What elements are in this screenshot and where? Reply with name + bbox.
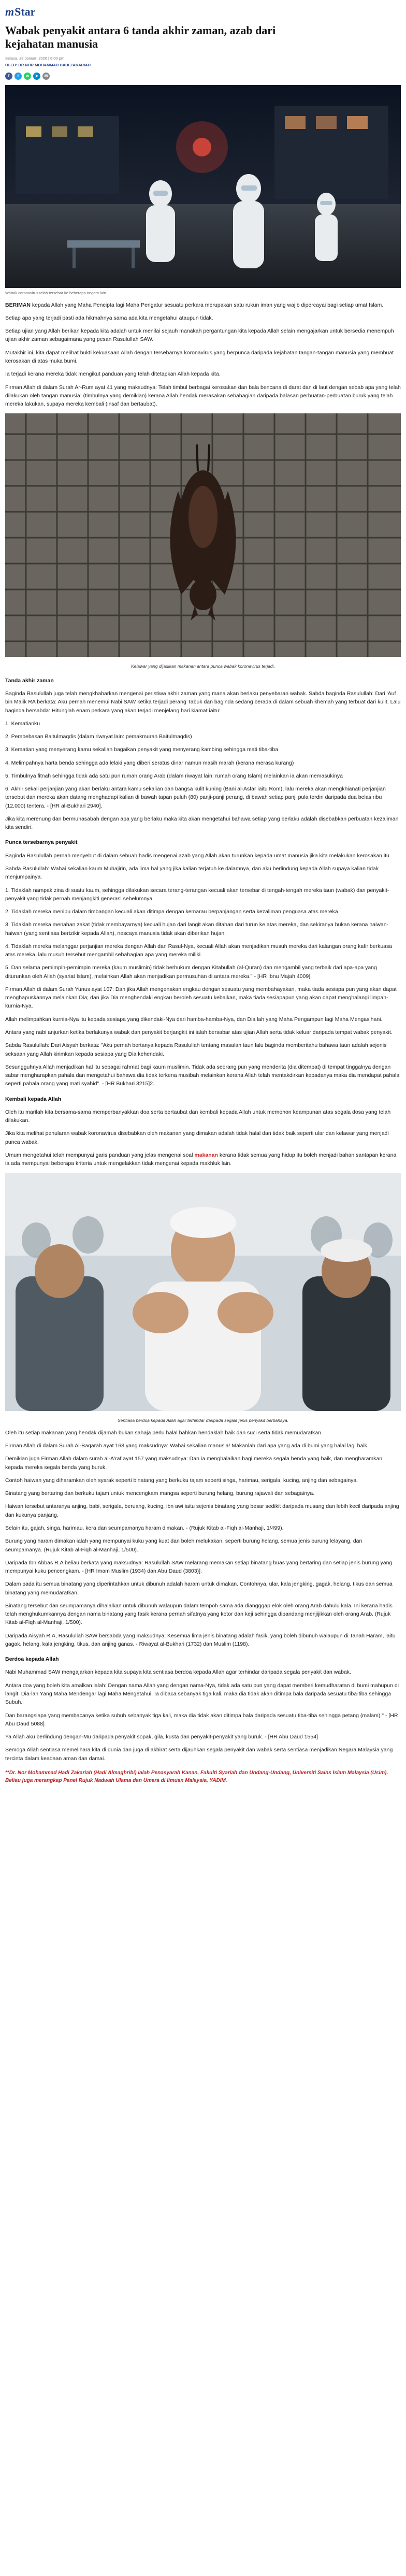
section-paragraph: Dan barangsiapa yang membacanya ketika subuh sebanyak tiga kali, maka dia tidak akan ditimpa bala daripada sesuatu tiba-tiba sehingga petang (malam)." - [HR Abu Daud 5088]: [5, 1712, 398, 1727]
section-paragraph: Demikian juga Firman Allah dalam surah al-A'raf ayat 157 yang maksudnya: Dan ia menghalalkan bagi mereka segala benda yang baik, dan mengharamkan kepada mereka segala benda yang buruk.: [5, 1456, 383, 1471]
figure-prayer: [5, 1173, 401, 1423]
section-paragraph: Haiwan tersebut antaranya anjing, babi, serigala, beruang, kucing, ibn awi iaitu sejenis binatang yang besar sedikit daripada musang dan lebih kecil daripada anjing dan kukunya panjang.: [5, 1503, 399, 1518]
section-heading: Kembali kepada Allah: [5, 1096, 62, 1102]
intro-paragraph: [5, 301, 401, 309]
bat-photo-illustration: [5, 413, 401, 657]
section-paragraph: Firman Allah di dalam Surah Al-Baqarah ayat 168 yang maksudnya: Wahai sekalian manusia! Makanlah dari apa yang ada di bumi yang halal lagi baik.: [5, 1443, 369, 1449]
highlighted-link[interactable]: makanan: [194, 1152, 218, 1158]
section-paragraph: Sabda Rasulullah: Wahai sekalian kaum Muhajirin, ada lima hal yang jika kalian terjatuh ke dalamnya, dan aku berlindung kepada Allah supaya kalian tidak menjumpainya.: [5, 866, 379, 881]
section-paragraph: Antara yang nabi anjurkan ketika berlakunya wabak dan penyakit berjangkit ini ialah bersabar atas ujian Allah serta tidak keluar daripada tempat wabak penyakit.: [5, 1029, 393, 1035]
list-item: 6. Akhir sekali perjanjian yang akan berlaku antara kamu sekalian dan bangsa kulit kuning (Bani al-Asfar iaitu Rom), lalu mereka akan mengkhianati perjanjian tersebut dan mereka akan datang menghadapi kalian di bawah tapan puluh (80) panji-panji perang, di bawah setiap panji pula terdiri daripada dua belas ribu (12,000) tentera. - [HR al-Bukhari 2940].: [5, 786, 386, 809]
list-item: 2. Tidaklah mereka menipu dalam timbangan kecuali akan ditimpa dengan kemarau berpanjangan serta kezaliman penguasa atas mereka.: [5, 909, 340, 915]
section-paragraph: Jika kita merenung dan bermuhasabah dengan apa yang berlaku maka kita akan mengetahui bahawa setiap yang berlaku adalah disebabkan perbuatan kezaliman kita sendiri.: [5, 815, 399, 831]
email-share-icon[interactable]: ✉: [42, 73, 50, 80]
list-item: 3. Tidaklah mereka menahan zakat (tidak membayarnya) kecuali hujan dari langit akan ditahan dari turun ke atas mereka, dan sekiranya bukan kerana haiwan-haiwan (yang sentiasa bertzikir kepada Allah), nescaya manusia tidak akan diberikan hujan.: [5, 922, 389, 937]
section-paragraph: Binatang yang bertaring dan berkuku tajam untuk mencengkam mangsa seperti burung helang, burung rajawali dan sebagainya.: [5, 1490, 315, 1497]
figure-bat-caption: Kelawar yang dijadikan makanan antara punca wabak koronavirus terjadi.: [131, 663, 275, 669]
section-paragraph: Firman Allah di dalam Surah Yunus ayat 107: Dan jika Allah mengenakan engkau dengan sesuatu yang membahayakan, maka tiada sesiapa pun yang akan dapat menghapuskannya melainkan Dia; dan jika Dia menghendaki engkau beroleh sesuatu kebaikan, maka tiada sesiapapun yang akan dapat menghalangi limpah-kurnia-Nya.: [5, 986, 397, 1010]
section-paragraph: Dalam pada itu semua binatang yang diperintahkan untuk dibunuh adalah haram untuk dimakan. Contohnya, ular, kala jengking, gagak, helang, tikus dan semua binatang yang memudaratkan.: [5, 1581, 393, 1596]
facebook-share-icon[interactable]: f: [5, 73, 12, 80]
section-paragraph: Semoga Allah sentiasa memelihara kita di dunia dan juga di akhirat serta dijauhkan segala penyakit dan wabak serta sentiasa menjadikan Negara Malaysia yang tercinta dalam keadaan aman dan damai.: [5, 1747, 393, 1762]
intro-paragraph: Mutakhir ini, kita dapat melihat bukti kekuasaan Allah dengan tersebarnya koronavirus yang berpunca daripada kejahatan tangan-tangan manusia yang membuat kerosakan di atas muka bumi.: [5, 349, 394, 364]
list-item: 3. Kematian yang menyerang kamu sekalian bagaikan penyakit yang menyerang kambing sehingga mati tiba-tiba: [5, 746, 279, 753]
section-paragraph: Baginda Rasulullah juga telah mengkhabarkan mengenai peristiwa akhir zaman yang mana akan berlaku penyebaran wabak. Sabda baginda Rasulullah: Dari 'Auf bin Malik RA berkata: Aku pernah menemui Nabi SAW ketika terjadi perang Tabuk dan baginda sedang berada di dalam sebuah khemah yang terbuat dari kulit. Lalu baginda bersabda: Hitunglah enam perkara yang akan terjadi menjelang hari kiamat iaitu:: [5, 690, 401, 714]
list-item: 4. Tidaklah mereka melanggar perjanjian mereka dengan Allah dan Rasul-Nya, kecuali Allah akan menjadikan musuh mereka dari kalangan orang kafir berkuasa atas mereka, lalu musuh tersebut mengambil sebahagian apa yang mereka miliki.: [5, 943, 393, 958]
section-paragraph: Nabi Muhammad SAW mengajarkan kepada kita supaya kita sentiasa berdoa kepada Allah agar terhindar daripada segala penyakit dan wabak.: [5, 1669, 351, 1676]
section-paragraph: Antara doa yang boleh kita amalkan ialah: Dengan nama Allah yang dengan nama-Nya, tidak ada satu pun yang dapat memberi kemudharatan di bumi mahupun di langit. Dia-lah Yang Maha Mendengar lagi Maha Mengetahui. Ia dibaca sebanyak tiga kali, maka dia tidak akan ditimpa bala daripada sesuatu tiba-tiba sehingga Subuh.: [5, 1682, 399, 1706]
list-item: 2. Pembebasan Baitulmaqdis (dalam riwayat lain: pemakmuran Baitulmaqdis): [5, 733, 192, 740]
section-paragraph: Allah melimpahkan kurnia-Nya itu kepada sesiapa yang dikendaki-Nya dari hamba-hamba-Nya, dan Dia lah yang Maha Pengampun lagi Maha Mengasihani.: [5, 1016, 383, 1023]
publish-date: Selasa, 28 Januari 2020 | 6:00 pm: [5, 55, 65, 61]
author-note: **Dr. Nor Mohammad Hadi Zakariah (Hadi Almaghribi) ialah Penasyarah Kanan, Fakulti Syariah dan Undang-Undang, Universiti Sains Islam Malaysia (Usim). Beliau juga merangkap Panel Rujuk Nadwah Ulama dan Umara di Iimuan Malaysia, YADIM.: [5, 1769, 388, 1784]
section-paragraph: Baginda Rasulullah pernah menyebut di dalam sebuah hadis mengenai azab yang Allah akan turunkan kepada umat manusia jika kita melakukan kerosakan itu.: [5, 852, 391, 859]
list-item: 5. Timbulnya fitnah sehingga tidak ada satu pun rumah orang Arab (dalam riwayat lain: rumah orang Islam) melainkan ia akan memasukinya: [5, 772, 343, 779]
section-heading: Berdoa kepada Allah: [5, 1656, 59, 1663]
intro-paragraph: Ia terjadi kerana mereka tidak mengikut panduan yang telah ditetapkan Allah kepada kita.: [5, 371, 221, 378]
drop-lead: BERIMAN: [5, 301, 31, 308]
prayer-photo-illustration: [5, 1173, 401, 1411]
intro-paragraph: Setiap apa yang terjadi pasti ada hikmahnya sama ada kita mengetahui ataupun tidak.: [5, 314, 213, 321]
telegram-share-icon[interactable]: ➤: [33, 73, 40, 80]
whatsapp-share-icon[interactable]: w: [24, 73, 31, 80]
list-item: 4. Melimpahnya harta benda sehingga ada lelaki yang diberi seratus dinar namun masih marah (kerana merasa kurang): [5, 759, 294, 766]
mstar-logo[interactable]: [5, 4, 401, 20]
hero-caption: Wabak coronavirus telah tersebar ke beberapa negara lain.: [5, 291, 107, 296]
section-paragraph: Oleh itu marilah kita bersama-sama memperbanyakkan doa serta bertaubat dan kembali kepada Allah untuk memohon keampunan atas segala dosa yang telah dilakukan.: [5, 1109, 391, 1124]
intro-paragraph: Firman Allah di dalam Surah Ar-Rum ayat 41 yang maksudnya: Telah timbul berbagai kerosakan dan bala bencana di darat dan di laut dengan sebab apa yang telah dilakukan oleh tangan manusia; (timbulnya yang demikian) kerana Allah hendak merasakan sebahagian daripada balasan perbuatan-perbuatan buruk yang telah mereka lakukan, supaya mereka kembali (insaf dan bertaubat).: [5, 384, 401, 408]
intro-text: kepada Allah yang Maha Pencipta lagi Maha Pengatur sesuatu perkara merupakan satu rukun iman yang wajib dipercayai bagi setiap umat Islam.: [31, 301, 384, 308]
section-paragraph: Jika kita melihat penularan wabak koronavirus disebabkan oleh makanan yang dimakan adalah tidak halal dan tidak baik seperti ular dan kelawar yang menjadi punca wabak.: [5, 1130, 389, 1145]
section-paragraph: Contoh haiwan yang diharamkan oleh syarak seperti binatang yang berkuku tajam seperti singa, harimau, serigala, kucing, anjing dan sebagainya.: [5, 1477, 358, 1484]
section-paragraph: Sesungguhnya Allah menjadikan hal itu sebagai rahmat bagi kaum muslimin. Tidak ada seorang pun yang menderita (dia ditempat) di tempat tinggalnya dengan sabar mengharapkan pahala dan mengetahui bahawa dia tidak terkena musibah melainkan kerana Allah telah mentakdirkan kepadanya maka dia mendapat pahala seperti pahala orang yang mati syahid". - [HR Bukhari 3215]2.: [5, 1063, 400, 1087]
intro-paragraph: Setiap ujian yang Allah berikan kepada kita adalah untuk menilai sejauh manakah pergantungan kita kepada Allah selain mengajarkan untuk bersedia menempuh ujian akhir zaman sebagaimana yang pesan Rasulullah SAW.: [5, 328, 394, 343]
section-paragraph: Sabda Rasulullah: Dari Aisyah berkata: "Aku pernah bertanya kepada Rasulullah tentang masalah taun lalu baginda memberitahu bahawa taun adalah sejenis seksaan yang Allah kirimkan kepada sesiapa yang Dia kehendaki.: [5, 1042, 387, 1057]
hero-image: [5, 85, 401, 288]
section-heading: Tanda akhir zaman: [5, 677, 54, 684]
figure-bat: [5, 413, 401, 669]
logo-word: Star: [15, 5, 36, 18]
list-item: 1. Kematianku: [5, 720, 40, 727]
figure-prayer-caption: Sentiasa berdoa kepada Allah agar terhindar daripada segala jenis penyakit berbahaya.: [118, 1417, 288, 1423]
section-paragraph: Binatang tersebut dan seumpamanya dihalalkan untuk dibunuh walaupun dalam tempoh sama ada diangggap elok oleh orang Arab dahulu kala. Ini kerana hadis telah menghukumkannya dengan nama binatang yang fasik kerana pernah sifatnya yang kotor dan keji sehingga dipandang menjijikkan oleh orang Arab. (Rujuk Kitab al-Fiqh al-Manhaji, 1/500).: [5, 1602, 393, 1626]
section-paragraph: Selain itu, gajah, singa, harimau, kera dan seumpamanya haram dimakan. - (Rujuk Kitab al-Fiqh al-Manhaji, 1/499).: [5, 1525, 284, 1531]
hero-photo-illustration: [5, 85, 401, 288]
section-heading: Punca tersebarnya penyakit: [5, 839, 78, 846]
section-paragraph: Oleh itu setiap makanan yang hendak dijamah bukan sahaja perlu halal bahkan hendaklah baik dan suci serta tidak memudaratkan.: [5, 1429, 323, 1436]
logo-mark: m: [5, 5, 15, 18]
article-headline: Wabak penyakit antara 6 tanda akhir zaman, azab dari kejahatan manusia: [5, 24, 276, 51]
list-item: 1. Tidaklah nampak zina di suatu kaum, sehingga dilakukan secara terang-terangan kecuali akan tersebar di tengah-tengah mereka taun (wabak) dan penyakit-penyakit yang tidak pernah menjangkiti generasi sebelumnya.: [5, 887, 389, 902]
section-paragraph: Burung yang haram dimakan ialah yang mempunyai kuku yang kuat dan boleh melukakan, seperti burung helang, semua jenis burung lelayang, dan seumpamanya. (Rujuk Kitab al-Fiqh al-Manhaji, 1/500).: [5, 1538, 363, 1553]
section-paragraph: Umum mengetahui telah mempunyai garis panduan yang jelas mengenai soal makanan kerana tidak semua yang hidup itu boleh menjadi bahan santapan kerana ia ada mempunyai beberapa kriteria untuk mengelakkan tidak mengenai kepada makhluk lain.: [5, 1152, 397, 1167]
section-paragraph: Daripada Ibn Abbas R.A beliau berkata yang maksudnya: Rasulullah SAW melarang memakan setiap binatang buas yang bertaring dan setiap jenis burung yang mempunyai kuku pencengkam. - [HR Imam Muslim (1934) dan Abu Daud (3803)].: [5, 1559, 393, 1575]
list-item: 5. Dan selama pemimpin-pemimpin mereka (kaum muslimin) tidak berhukum dengan Kitabullah (al-Quran) dan mengambil yang terbaik dari apa-apa yang diturunkan oleh Allah (syariat Islam), melainkan Allah akan menjadikan permusuhan di antara mereka." - [HR Ibnu Majah 4009].: [5, 965, 377, 980]
section-paragraph: Ya Allah aku berlindung dengan-Mu daripada penyakit sopak, gila, kusta dan penyakit-penyakit yang buruk. - [HR Abu Daud 1554]: [5, 1734, 318, 1740]
section-paragraph: Daripada Aisyah R.A, Rasulullah SAW bersabda yang maksudnya: Kesemua lima jenis binatang adalah fasik, yang boleh dibunuh walaupun di Tanah Haram, iaitu gagak, helang, kala jengking, tikus, dan anjing ganas. - Riwayat al-Bukhari (1732) dan Muslim (1198).: [5, 1632, 396, 1647]
share-bar: [5, 73, 401, 80]
twitter-share-icon[interactable]: t: [15, 73, 22, 80]
author-byline[interactable]: OLEH: DR NOR MOHAMMAD HADI ZAKARIAH: [5, 63, 91, 68]
